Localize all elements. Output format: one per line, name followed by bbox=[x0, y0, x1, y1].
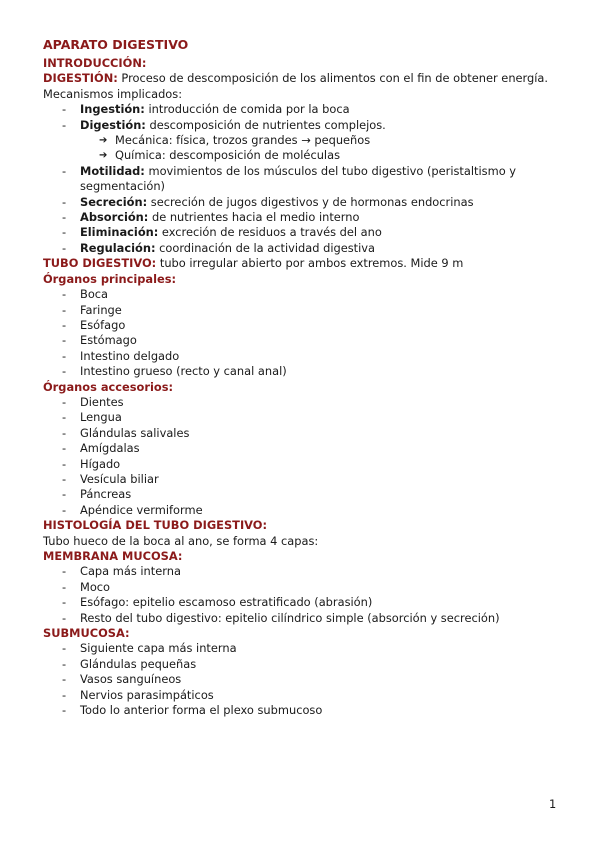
organos-accesorios-list bbox=[43, 395, 563, 518]
dash-bullet: - bbox=[62, 102, 67, 117]
list-item-text: Intestino grueso (recto y canal anal) bbox=[80, 364, 287, 379]
list-item bbox=[43, 457, 563, 472]
list-item-text: Esófago: epitelio escamoso estratificado (abrasión) bbox=[80, 595, 373, 610]
list-item-text: Faringe bbox=[80, 302, 122, 317]
list-item bbox=[43, 580, 563, 595]
dash-bullet: - bbox=[62, 641, 67, 656]
term: Ingestión: bbox=[80, 102, 145, 117]
list-item bbox=[43, 318, 563, 333]
dash-bullet: - bbox=[62, 333, 67, 348]
list-item-text: Glándulas pequeñas bbox=[80, 656, 197, 671]
dash-bullet: - bbox=[62, 703, 67, 718]
dash-bullet: - bbox=[62, 302, 67, 317]
list-item-text: Resto del tubo digestivo: epitelio cilíndrico simple (absorción y secreción) bbox=[80, 610, 500, 625]
list-item-text: Lengua bbox=[80, 410, 122, 425]
section-heading-histologia: HISTOLOGÍA DEL TUBO DIGESTIVO: bbox=[43, 518, 268, 533]
list-item bbox=[43, 164, 563, 195]
organos-principales-list bbox=[43, 287, 563, 379]
dash-bullet: - bbox=[62, 240, 67, 255]
list-item bbox=[43, 564, 563, 579]
list-item bbox=[43, 225, 563, 240]
list-item-text: Vasos sanguíneos bbox=[80, 672, 182, 687]
sub-list-item bbox=[43, 133, 563, 148]
dash-bullet: - bbox=[62, 410, 67, 425]
dash-bullet: - bbox=[62, 225, 67, 240]
arrow-bullet-icon: ➔ bbox=[99, 150, 108, 162]
section-heading-submucosa: SUBMUCOSA: bbox=[43, 626, 130, 641]
list-item bbox=[43, 688, 563, 703]
list-item bbox=[43, 410, 563, 425]
section-heading-introduccion: INTRODUCCIÓN: bbox=[43, 56, 147, 70]
list-item bbox=[43, 611, 563, 626]
list-item bbox=[43, 287, 563, 302]
term-text: movimientos de los músculos del tubo digestivo (peristaltismo y segmentación) bbox=[80, 163, 517, 194]
list-item-text: Dientes bbox=[80, 394, 124, 409]
section-heading-organos-principales: Órganos principales: bbox=[43, 271, 177, 286]
list-item bbox=[43, 672, 563, 687]
list-item bbox=[43, 118, 563, 133]
term-text: descomposición de nutrientes complejos. bbox=[145, 117, 386, 132]
digestion-text: Proceso de descomposición de los alimentos con el fin de obtener energía. bbox=[117, 71, 549, 86]
list-item bbox=[43, 595, 563, 610]
list-item bbox=[43, 426, 563, 441]
list-item bbox=[43, 303, 563, 318]
list-item-text: Páncreas bbox=[80, 487, 132, 502]
term-text: de nutrientes hacia el medio interno bbox=[148, 210, 360, 225]
list-item bbox=[43, 241, 563, 256]
term: Absorción: bbox=[80, 210, 149, 225]
dash-bullet: - bbox=[62, 348, 67, 363]
list-item bbox=[43, 395, 563, 410]
term: Motilidad: bbox=[80, 163, 145, 178]
term-text: secreción de jugos digestivos y de hormonas endocrinas bbox=[147, 194, 474, 209]
term: Digestión: bbox=[80, 117, 146, 132]
term: Regulación: bbox=[80, 240, 156, 255]
list-item bbox=[43, 503, 563, 518]
list-item bbox=[43, 703, 563, 718]
list-item bbox=[43, 441, 563, 456]
section-heading-organos-accesorios: Órganos accesorios: bbox=[43, 379, 174, 394]
list-item bbox=[43, 657, 563, 672]
list-item bbox=[43, 210, 563, 225]
dash-bullet: - bbox=[62, 287, 67, 302]
list-item-text: Intestino delgado bbox=[80, 348, 180, 363]
list-item bbox=[43, 641, 563, 656]
dash-bullet: - bbox=[62, 456, 67, 471]
document-title: APARATO DIGESTIVO bbox=[43, 37, 189, 52]
page-number: 1 bbox=[549, 797, 557, 811]
list-item-text: Apéndice vermiforme bbox=[80, 502, 203, 517]
arrow-bullet-icon: ➔ bbox=[99, 135, 108, 147]
list-item-text: Vesícula biliar bbox=[80, 471, 159, 486]
mucosa-list bbox=[43, 564, 563, 626]
dash-bullet: - bbox=[62, 656, 67, 671]
list-item-text: Boca bbox=[80, 287, 109, 302]
tubo-digestivo-text: tubo irregular abierto por ambos extremos. Mide 9 m bbox=[156, 256, 464, 271]
dash-bullet: - bbox=[62, 163, 67, 178]
sub-item-text: Química: descomposición de moléculas bbox=[115, 148, 341, 163]
list-item-text: Estómago bbox=[80, 333, 137, 348]
term-text: excreción de residuos a través del ano bbox=[158, 225, 382, 240]
sub-list-item bbox=[43, 148, 563, 163]
list-item-text: Amígdalas bbox=[80, 441, 140, 456]
list-item-text: Esófago bbox=[80, 317, 126, 332]
mechanisms-label: Mecanismos implicados: bbox=[43, 86, 183, 101]
tubo-digestivo-definition bbox=[43, 256, 563, 271]
term-text: introducción de comida por la boca bbox=[144, 102, 350, 117]
dash-bullet: - bbox=[62, 502, 67, 517]
dash-bullet: - bbox=[62, 425, 67, 440]
list-item bbox=[43, 349, 563, 364]
dash-bullet: - bbox=[62, 117, 67, 132]
list-item bbox=[43, 195, 563, 210]
list-item bbox=[43, 472, 563, 487]
digestion-label: DIGESTIÓN: bbox=[43, 71, 118, 86]
dash-bullet: - bbox=[62, 471, 67, 486]
histologia-text: Tubo hueco de la boca al ano, se forma 4 capas: bbox=[43, 533, 319, 548]
sub-item-text: Mecánica: física, trozos grandes → pequeños bbox=[115, 133, 371, 148]
digestion-definition bbox=[43, 71, 563, 86]
dash-bullet: - bbox=[62, 687, 67, 702]
list-item bbox=[43, 102, 563, 117]
list-item-text: Hígado bbox=[80, 456, 121, 471]
list-item bbox=[43, 487, 563, 502]
term: Secreción: bbox=[80, 194, 148, 209]
term-text: coordinación de la actividad digestiva bbox=[155, 240, 376, 255]
list-item-text: Siguiente capa más interna bbox=[80, 641, 237, 656]
dash-bullet: - bbox=[62, 610, 67, 625]
dash-bullet: - bbox=[62, 194, 67, 209]
dash-bullet: - bbox=[62, 317, 67, 332]
list-item bbox=[43, 364, 563, 379]
list-item-text: Glándulas salivales bbox=[80, 425, 190, 440]
list-item-text: Nervios parasimpáticos bbox=[80, 687, 214, 702]
dash-bullet: - bbox=[62, 441, 67, 456]
list-item-text: Moco bbox=[80, 579, 111, 594]
list-item bbox=[43, 333, 563, 348]
term: Eliminación: bbox=[80, 225, 159, 240]
dash-bullet: - bbox=[62, 579, 67, 594]
document-page bbox=[43, 36, 563, 718]
dash-bullet: - bbox=[62, 487, 67, 502]
dash-bullet: - bbox=[62, 595, 67, 610]
submucosa-list bbox=[43, 641, 563, 718]
dash-bullet: - bbox=[62, 210, 67, 225]
tubo-digestivo-label: TUBO DIGESTIVO: bbox=[43, 256, 157, 271]
dash-bullet: - bbox=[62, 672, 67, 687]
section-heading-membrana-mucosa: MEMBRANA MUCOSA: bbox=[43, 549, 183, 563]
dash-bullet: - bbox=[62, 394, 67, 409]
dash-bullet: - bbox=[62, 564, 67, 579]
list-item-text: Todo lo anterior forma el plexo submucoso bbox=[80, 703, 323, 718]
list-item-text: Capa más interna bbox=[80, 564, 181, 579]
dash-bullet: - bbox=[62, 364, 67, 379]
